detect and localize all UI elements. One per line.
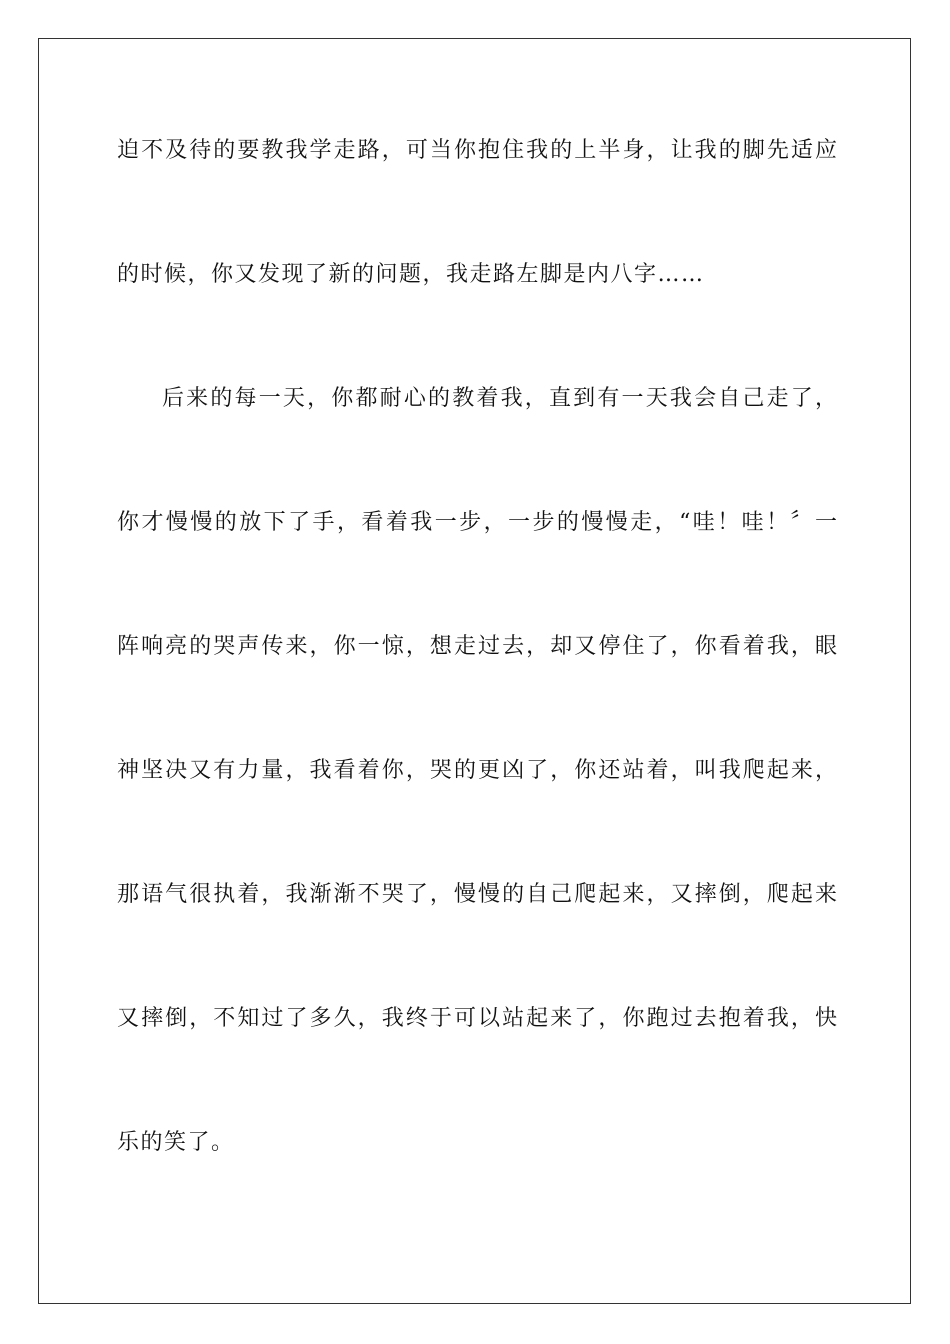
text-line: 乐的笑了。 <box>117 1130 235 1155</box>
text-line: 迫不及待的要教我学走路，可当你抱住我的上半身，让我的脚先适应 <box>117 138 837 163</box>
text-line: 后来的每一天，你都耐心的教着我，直到有一天我会自己走了， <box>162 386 837 411</box>
text-line: 的时候，你又发现了新的问题，我走路左脚是内八字…… <box>117 262 705 287</box>
text-line: 阵响亮的哭声传来，你一惊，想走过去，却又停住了，你看着我，眼 <box>117 634 837 659</box>
text-line: 神坚决又有力量，我看着你，哭的更凶了，你还站着，叫我爬起来， <box>117 758 837 783</box>
text-line: 那语气很执着，我渐渐不哭了，慢慢的自己爬起来，又摔倒，爬起来 <box>117 882 837 907</box>
text-line: 你才慢慢的放下了手，看着我一步，一步的慢慢走，“哇！哇！〞一 <box>117 510 837 535</box>
page-frame <box>38 38 911 1304</box>
text-line: 又摔倒，不知过了多久，我终于可以站起来了，你跑过去抱着我，快 <box>117 1006 837 1031</box>
